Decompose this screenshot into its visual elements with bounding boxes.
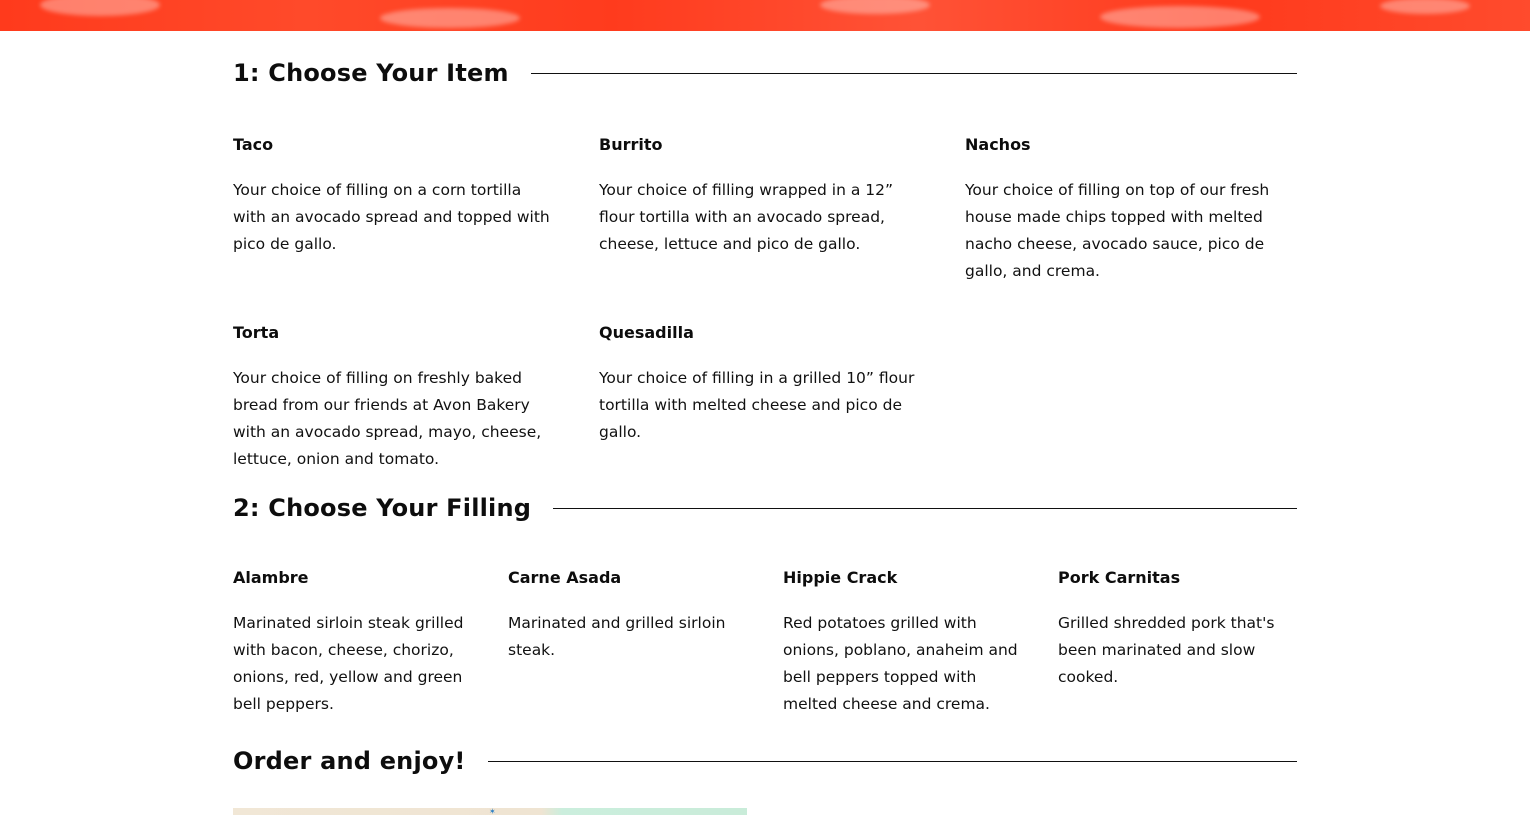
section-divider [531, 73, 1297, 74]
item-grid [233, 135, 1297, 493]
section-title-order: Order and enjoy! [233, 747, 466, 775]
item-description: Your choice of filling on freshly baked bread from our friends at Avon Bakery with an avocado spread, mayo, cheese, lettuce, onion and tomato. [233, 369, 542, 468]
filling-item-carne-asada [508, 568, 745, 746]
item-name: Nachos [965, 135, 1031, 154]
section-choose-filling-header [233, 493, 1297, 523]
menu-item-torta [233, 323, 553, 493]
filling-name: Alambre [233, 568, 309, 587]
filling-item-pork-carnitas [1058, 568, 1297, 746]
filling-name: Hippie Crack [783, 568, 898, 587]
item-name: Taco [233, 135, 274, 154]
item-description: Your choice of filling wrapped in a 12” flour tortilla with an avocado spread, cheese, lettuce and pico de gallo. [599, 181, 894, 253]
empty-cell [965, 323, 1296, 493]
hero-banner [0, 0, 1530, 31]
filling-description: Marinated and grilled sirloin steak. [508, 614, 726, 659]
filling-name: Carne Asada [508, 568, 622, 587]
filling-item-alambre [233, 568, 470, 746]
section-divider [488, 761, 1297, 762]
filling-name: Pork Carnitas [1058, 568, 1181, 587]
filling-description: Marinated sirloin steak grilled with bacon, cheese, chorizo, onions, red, yellow and green bell peppers. [233, 614, 464, 713]
menu-item-taco [233, 135, 553, 323]
item-description: Your choice of filling on a corn tortilla with an avocado spread and topped with pico de gallo. [233, 181, 550, 253]
section-divider [553, 508, 1297, 509]
section-choose-item-header [233, 58, 1297, 88]
section-title-choose-filling: 2: Choose Your Filling [233, 494, 532, 522]
item-description: Your choice of filling in a grilled 10” flour tortilla with melted cheese and pico de gallo. [599, 369, 915, 441]
item-name: Torta [233, 323, 280, 342]
menu-item-nachos [965, 135, 1296, 323]
filling-grid [233, 568, 1297, 746]
item-description: Your choice of filling on top of our fresh house made chips topped with melted nacho cheese, avocado sauce, pico de gallo, and crema. [965, 181, 1270, 280]
menu-item-burrito [599, 135, 919, 323]
filling-item-hippie-crack [783, 568, 1020, 746]
filling-description: Red potatoes grilled with onions, poblano, anaheim and bell peppers topped with melted cheese and crema. [783, 614, 1018, 713]
filling-description: Grilled shredded pork that's been marinated and slow cooked. [1058, 614, 1275, 686]
menu-item-quesadilla [599, 323, 919, 493]
map-pin-icon: ✶ [489, 808, 496, 815]
location-map[interactable] [233, 808, 747, 815]
item-name: Quesadilla [599, 323, 694, 342]
section-order-header [233, 746, 1297, 776]
menu-content [233, 31, 1297, 776]
section-title-choose-item: 1: Choose Your Item [233, 59, 509, 87]
item-name: Burrito [599, 135, 663, 154]
